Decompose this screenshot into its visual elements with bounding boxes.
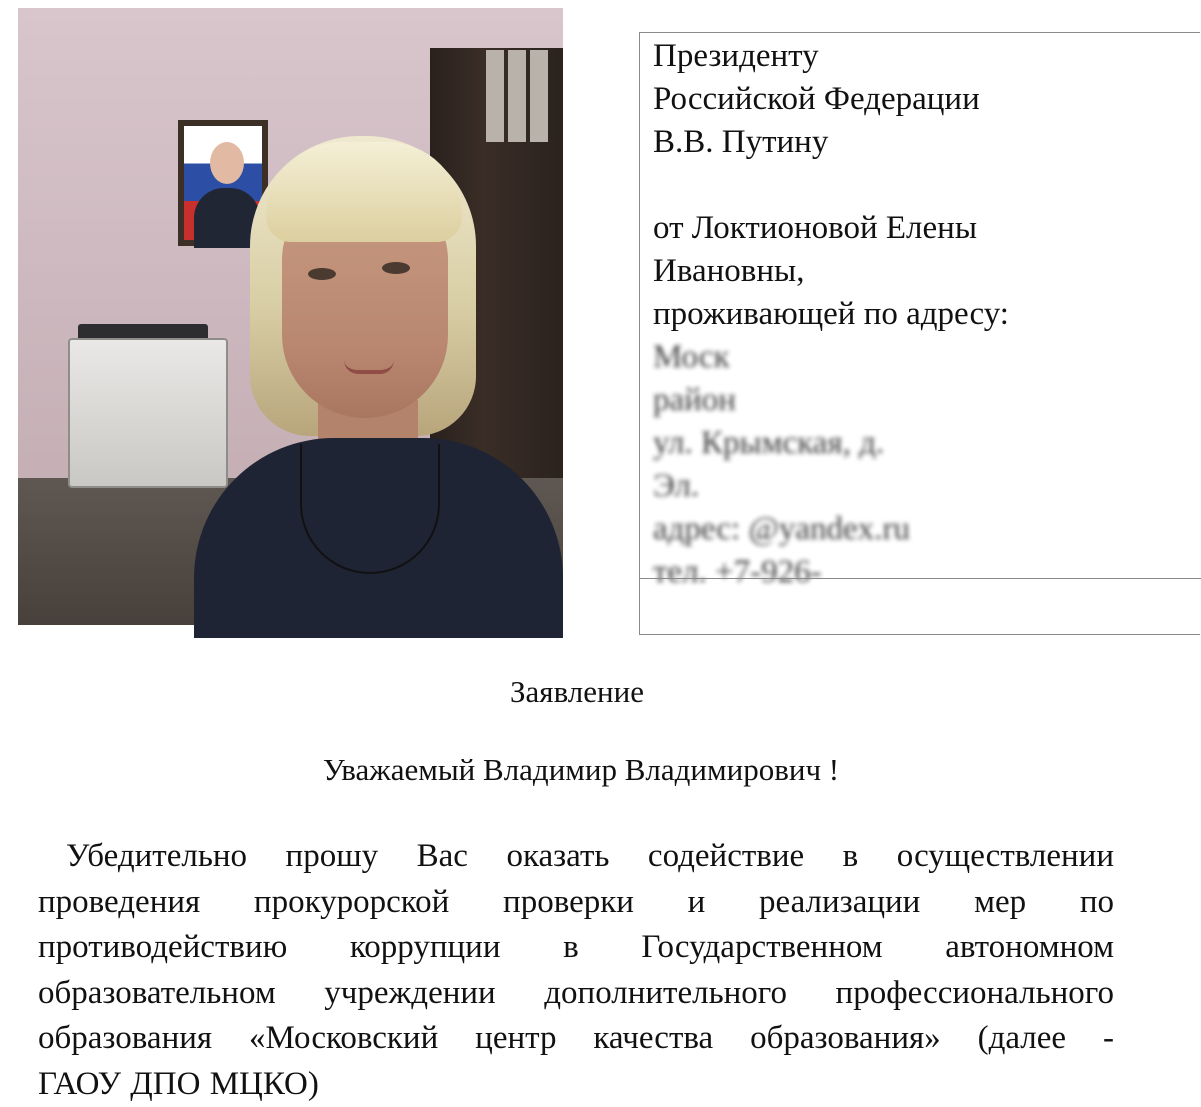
eye-shape xyxy=(308,268,336,280)
document-title: Заявление xyxy=(0,672,1154,712)
addressee-block xyxy=(639,32,1200,635)
paragraph-line: образовательном учреждении дополнительного профессионального xyxy=(38,971,1114,1017)
sender-line: от Локтионовой Елены xyxy=(653,207,1200,250)
portrait-head-shape xyxy=(210,142,244,184)
redacted-address-line: Моск xyxy=(653,336,1200,379)
eye-shape xyxy=(382,262,410,274)
body-paragraph xyxy=(38,834,1114,1107)
redacted-phone-line: тел. +7-926- xyxy=(653,551,1200,594)
paragraph-line: противодействию коррупции в Государственном автономном xyxy=(38,925,1114,971)
addressee-line: Российской Федерации xyxy=(653,78,1200,121)
binder-shape xyxy=(508,50,526,142)
bangs-shape xyxy=(266,142,462,242)
printer-shape xyxy=(68,338,228,488)
paragraph-line: проведения прокурорской проверки и реализации мер по xyxy=(38,880,1114,926)
portrait-image xyxy=(184,126,262,240)
salutation: Уважаемый Владимир Владимирович ! xyxy=(0,750,1162,790)
redacted-address-line: район xyxy=(653,379,1200,422)
binder-shape xyxy=(530,50,548,142)
redacted-email-line: адрес: @yandex.ru xyxy=(653,508,1200,551)
addressee-line: Президенту xyxy=(653,35,1200,78)
mouth-shape xyxy=(344,360,394,374)
redacted-address-line: Эл. xyxy=(653,465,1200,508)
paragraph-line: образования «Московский центр качества образования» (далее - xyxy=(38,1016,1114,1062)
paragraph-line: ГАОУ ДПО МЦКО) xyxy=(38,1062,1114,1107)
addressee-line: В.В. Путину xyxy=(653,121,1200,164)
binder-shape xyxy=(486,50,504,142)
spacer xyxy=(653,164,1200,207)
redacted-address-line: ул. Крымская, д. xyxy=(653,422,1200,465)
sender-line: Ивановны, xyxy=(653,250,1200,293)
sender-line: проживающей по адресу: xyxy=(653,293,1200,336)
paragraph-line: Убедительно прошу Вас оказать содействие в осуществлении xyxy=(38,834,1114,880)
box-divider xyxy=(640,578,1201,579)
applicant-photo xyxy=(18,8,563,625)
